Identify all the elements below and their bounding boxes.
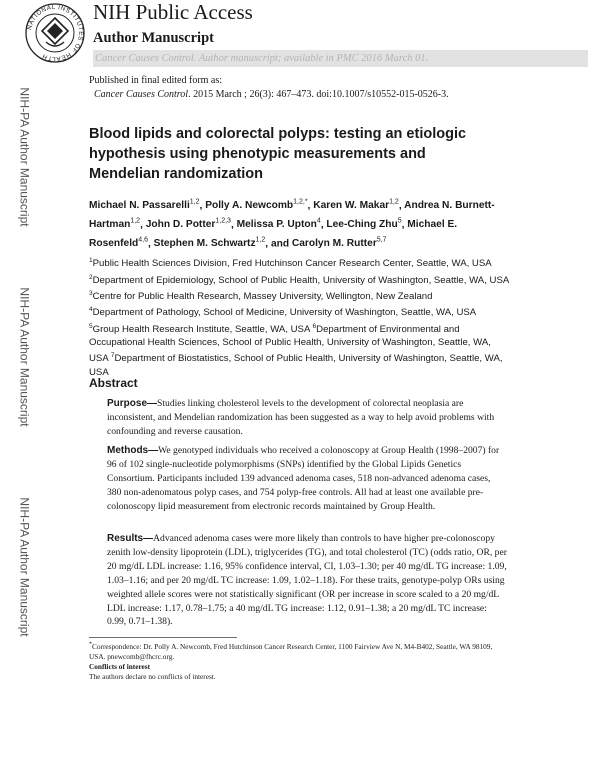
- author: Karen W. Makar$^{1,2}$: [313, 199, 399, 212]
- author: Michael N. Passarelli$^{1,2}$: [89, 199, 200, 212]
- affiliation: $^5$Group Health Research Institute, Seattle, WA, USA: [89, 322, 310, 335]
- header-title: NIH Public Access: [93, 0, 253, 24]
- author: Lee-Ching Zhu$^5$: [326, 217, 402, 231]
- author: Stephen M. Schwartz$^{1,2}$: [153, 236, 266, 250]
- results-label: Results—: [107, 533, 154, 544]
- citation: [89, 88, 449, 102]
- affiliation: $^7$Department of Biostatistics, School of Public Health, University of Washington, Seattle, WA, USA: [89, 352, 503, 378]
- affiliation: $^6$Department of Environmental and Occupational Health Sciences, School of Public Health, University of Washington, Seattle, WA, USA: [89, 322, 491, 365]
- author-list: Michael N. Passarelli$^{1,2}$, Polly A. Newcomb$^{1,2,*}$, Karen W. Makar$^{1,2}$, Andrea N. Burnett-Hartman$^{1,2}$, John D. Potter$^{1,2,3}$, Melissa P. Upton$^4$, Lee-Ching Zhu$^5$, Michael E. Rosenfeld$^{4,6}$, Stephen M. Schwartz$^{1,2}$, and Carolyn M. Rutter$^{5,7}$: [89, 199, 495, 250]
- footnote-divider: [89, 637, 237, 638]
- author: Andrea N. Burnett-Hartman$^{1,2}$: [89, 200, 495, 231]
- author: Polly A. Newcomb$^{1,2,*}$: [205, 199, 308, 212]
- nih-logo: [24, 2, 86, 64]
- affiliation-list: [89, 254, 509, 379]
- conflicts-heading: Conflicts of interest: [89, 662, 151, 672]
- author: Michael E. Rosenfeld$^{4,6}$: [89, 219, 458, 250]
- availability-banner: [93, 50, 588, 67]
- author: John D. Potter$^{1,2,3}$: [145, 217, 231, 231]
- header-subtitle: Author Manuscript: [93, 30, 214, 46]
- abstract-results: Results—Advanced adenoma cases were more likely than controls to have higher pre-colonoscopy zenith low-density lipoprotein (LDL), triglycerides (TG), and total cholesterol (TC) (odds ratio, OR, per 20 mg/dL LDL increase: 1.16, 95% confidence interval, CI, 1.03–1.30; per 40 mg/dL TG increase: 1.09, 1.03–1.16; and per 20 mg/dL TC increase: 1.09, 1.02–1.18). For these traits, genotype-polyp ORs using weighted allele scores were not statistically significant (OR per increase in score scaled to a 20 mg/dL LDL increase: 1.17, 0.78–1.75; a 40 mg/dL TG increase: 1.12, 0.91–1.38; a 20 mg/dL TC increase: 0.99, 0.71–1.38).: [107, 533, 507, 628]
- affiliation: $^3$Centre for Public Health Research, Massey University, Wellington, New Zealand: [89, 289, 433, 302]
- affiliation: $^4$Department of Pathology, School of Medicine, University of Washington, Seattle, WA, USA: [89, 306, 477, 319]
- abstract-heading: Abstract: [89, 376, 138, 390]
- sidebar-label-3: NIH-PA Author Manuscript: [18, 497, 33, 637]
- journal-name: Cancer Causes Control: [94, 88, 189, 100]
- purpose-label: Purpose—: [107, 398, 158, 409]
- author: Melissa P. Upton$^4$: [236, 217, 321, 231]
- footnotes: [89, 641, 509, 681]
- article-title: Blood lipids and colorectal polyps: testing an etiologic hypothesis using phenotypic measurements and Mendelian randomization: [89, 126, 467, 182]
- svg-text:NATIONAL INSTITUTES OF HEALTH: NATIONAL INSTITUTES OF HEALTH: [26, 3, 85, 63]
- publication-info: [89, 74, 449, 101]
- sidebar-label-1: NIH-PA Author Manuscript: [18, 87, 33, 227]
- author: Carolyn M. Rutter$^{5,7}$: [291, 236, 387, 250]
- affiliation: $^2$Department of Epidemiology, School of Public Health, University of Washington, Seattle, WA, USA: [89, 273, 509, 286]
- publication-label: Published in final edited form as:: [89, 75, 223, 86]
- methods-label: Methods—: [107, 445, 159, 456]
- abstract-purpose: Purpose—Studies linking cholesterol levels to the development of colorectal neoplasia are inconsistent, and Mendelian randomization has been suggested as a way to help avoid problems with confounding and reverse causation.: [107, 398, 495, 437]
- affiliation: $^1$Public Health Sciences Division, Fred Hutchinson Cancer Research Center, Seattle, WA, USA: [89, 257, 492, 270]
- availability-text: Cancer Causes Control. Author manuscript; available in PMC 2016 March 01.: [95, 53, 429, 64]
- conflicts-text: The authors declare no conflicts of interest.: [89, 671, 216, 681]
- citation-details: . 2015 March ; 26(3): 467–473. doi:10.1007/s10552-015-0526-3.: [188, 88, 449, 100]
- sidebar-label-2: NIH-PA Author Manuscript: [18, 287, 33, 427]
- abstract-methods: Methods—We genotyped individuals who received a colonoscopy at Group Health (1998–2007) for 96 of 102 single-nucleotide polymorphisms (SNPs) identified by the Global Lipids Genetics Consortium. Participants included 139 advanced adenoma cases, 518 non-advanced adenoma cases, 380 non-adenomatous polyp cases, and 754 polyp-free controls. All had at least one available pre-colonoscopy lipid measurement from electronic records maintained by Group Health.: [107, 445, 500, 512]
- correspondence-note: *Correspondence: Dr. Polly A. Newcomb, Fred Hutchinson Cancer Research Center, 1100 Fairview Ave N, M4-B402, Seattle, WA 98109, USA. pnewcomb@fhcrc.org.: [89, 642, 493, 661]
